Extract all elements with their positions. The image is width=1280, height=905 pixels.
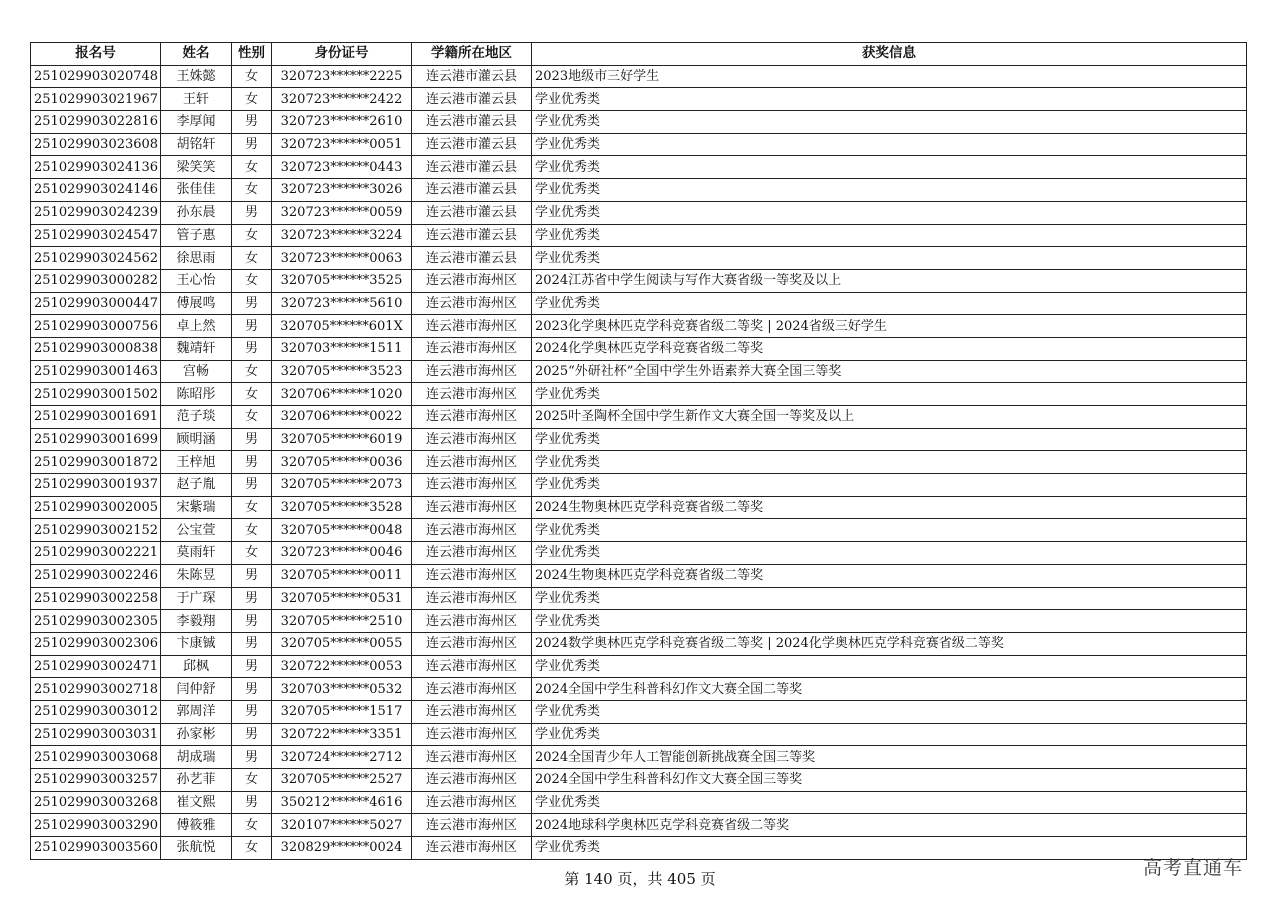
registration-no-cell: 251029903000838 bbox=[31, 337, 161, 360]
id-card-cell: 320723******2422 bbox=[272, 88, 412, 111]
award-cell: 学业优秀类 bbox=[532, 224, 1247, 247]
table-row bbox=[31, 88, 1247, 111]
id-card-cell: 320723******0063 bbox=[272, 247, 412, 270]
watermark-text: 高考直通车 bbox=[1143, 857, 1244, 879]
gender-cell: 男 bbox=[232, 746, 272, 769]
name-cell: 徐思雨 bbox=[161, 247, 232, 270]
gender-cell: 女 bbox=[232, 247, 272, 270]
region-cell: 连云港市灌云县 bbox=[412, 133, 532, 156]
table-header bbox=[31, 43, 1247, 66]
name-cell: 孙艺菲 bbox=[161, 769, 232, 792]
id-card-cell: 320705******0011 bbox=[272, 564, 412, 587]
name-cell: 梁笑笑 bbox=[161, 156, 232, 179]
region-cell: 连云港市海州区 bbox=[412, 542, 532, 565]
award-cell: 2024全国中学生科普科幻作文大赛全国二等奖 bbox=[532, 678, 1247, 701]
registration-no-cell: 251029903002152 bbox=[31, 519, 161, 542]
region-cell: 连云港市海州区 bbox=[412, 496, 532, 519]
award-cell: 2023化学奥林匹克学科竞赛省级二等奖 | 2024省级三好学生 bbox=[532, 315, 1247, 338]
name-cell: 张佳佳 bbox=[161, 179, 232, 202]
award-cell: 2024生物奥林匹克学科竞赛省级二等奖 bbox=[532, 564, 1247, 587]
header-gender: 性别 bbox=[232, 43, 272, 66]
name-cell: 公宝萱 bbox=[161, 519, 232, 542]
table-row bbox=[31, 814, 1247, 837]
table-row bbox=[31, 791, 1247, 814]
name-cell: 张航悦 bbox=[161, 837, 232, 860]
name-cell: 王轩 bbox=[161, 88, 232, 111]
name-cell: 孙家彬 bbox=[161, 723, 232, 746]
name-cell: 傅筱雅 bbox=[161, 814, 232, 837]
table-row bbox=[31, 746, 1247, 769]
gender-cell: 女 bbox=[232, 542, 272, 565]
gender-cell: 男 bbox=[232, 610, 272, 633]
registration-no-cell: 251029903000447 bbox=[31, 292, 161, 315]
region-cell: 连云港市海州区 bbox=[412, 837, 532, 860]
award-cell: 2024江苏省中学生阅读与写作大赛省级一等奖及以上 bbox=[532, 269, 1247, 292]
gender-cell: 男 bbox=[232, 292, 272, 315]
region-cell: 连云港市海州区 bbox=[412, 360, 532, 383]
id-card-cell: 320723******5610 bbox=[272, 292, 412, 315]
name-cell: 宋紫瑞 bbox=[161, 496, 232, 519]
gender-cell: 男 bbox=[232, 632, 272, 655]
region-cell: 连云港市灌云县 bbox=[412, 156, 532, 179]
name-cell: 胡成瑞 bbox=[161, 746, 232, 769]
award-cell: 学业优秀类 bbox=[532, 723, 1247, 746]
table-row bbox=[31, 65, 1247, 88]
table-row bbox=[31, 496, 1247, 519]
name-cell: 莫雨轩 bbox=[161, 542, 232, 565]
award-cell: 学业优秀类 bbox=[532, 519, 1247, 542]
gender-cell: 男 bbox=[232, 723, 272, 746]
table-row bbox=[31, 678, 1247, 701]
id-card-cell: 320703******1511 bbox=[272, 337, 412, 360]
table-row bbox=[31, 292, 1247, 315]
registration-no-cell: 251029903001937 bbox=[31, 474, 161, 497]
id-card-cell: 320724******2712 bbox=[272, 746, 412, 769]
award-cell: 2024全国中学生科普科幻作文大赛全国三等奖 bbox=[532, 769, 1247, 792]
registration-no-cell: 251029903003560 bbox=[31, 837, 161, 860]
id-card-cell: 320723******0059 bbox=[272, 201, 412, 224]
award-cell: 学业优秀类 bbox=[532, 474, 1247, 497]
gender-cell: 女 bbox=[232, 383, 272, 406]
award-cell: 学业优秀类 bbox=[532, 292, 1247, 315]
name-cell: 王姝懿 bbox=[161, 65, 232, 88]
award-cell: 学业优秀类 bbox=[532, 791, 1247, 814]
gender-cell: 男 bbox=[232, 655, 272, 678]
id-card-cell: 320705******1517 bbox=[272, 700, 412, 723]
registration-no-cell: 251029903003290 bbox=[31, 814, 161, 837]
award-cell: 学业优秀类 bbox=[532, 156, 1247, 179]
id-card-cell: 320703******0532 bbox=[272, 678, 412, 701]
registration-no-cell: 251029903021967 bbox=[31, 88, 161, 111]
header-registration-no: 报名号 bbox=[31, 43, 161, 66]
id-card-cell: 320705******2510 bbox=[272, 610, 412, 633]
id-card-cell: 320706******1020 bbox=[272, 383, 412, 406]
award-cell: 学业优秀类 bbox=[532, 837, 1247, 860]
gender-cell: 男 bbox=[232, 564, 272, 587]
name-cell: 于广琛 bbox=[161, 587, 232, 610]
registration-no-cell: 251029903002306 bbox=[31, 632, 161, 655]
table-row bbox=[31, 111, 1247, 134]
registration-no-cell: 251029903024562 bbox=[31, 247, 161, 270]
registration-no-cell: 251029903001872 bbox=[31, 451, 161, 474]
region-cell: 连云港市海州区 bbox=[412, 723, 532, 746]
region-cell: 连云港市海州区 bbox=[412, 610, 532, 633]
registration-no-cell: 251029903024136 bbox=[31, 156, 161, 179]
registration-no-cell: 251029903022816 bbox=[31, 111, 161, 134]
region-cell: 连云港市海州区 bbox=[412, 814, 532, 837]
award-cell: 2025叶圣陶杯全国中学生新作文大赛全国一等奖及以上 bbox=[532, 406, 1247, 429]
gender-cell: 男 bbox=[232, 111, 272, 134]
name-cell: 闫仲舒 bbox=[161, 678, 232, 701]
id-card-cell: 320705******0531 bbox=[272, 587, 412, 610]
gender-cell: 女 bbox=[232, 496, 272, 519]
gender-cell: 女 bbox=[232, 360, 272, 383]
name-cell: 王梓旭 bbox=[161, 451, 232, 474]
gender-cell: 男 bbox=[232, 428, 272, 451]
page-number: 第 140 页，共 405 页 bbox=[564, 870, 716, 888]
award-cell: 2024化学奥林匹克学科竞赛省级二等奖 bbox=[532, 337, 1247, 360]
region-cell: 连云港市海州区 bbox=[412, 383, 532, 406]
gender-cell: 男 bbox=[232, 700, 272, 723]
id-card-cell: 320722******0053 bbox=[272, 655, 412, 678]
id-card-cell: 320705******0048 bbox=[272, 519, 412, 542]
region-cell: 连云港市海州区 bbox=[412, 632, 532, 655]
registration-no-cell: 251029903002471 bbox=[31, 655, 161, 678]
table-body bbox=[31, 65, 1247, 859]
gender-cell: 女 bbox=[232, 814, 272, 837]
award-cell: 学业优秀类 bbox=[532, 383, 1247, 406]
region-cell: 连云港市海州区 bbox=[412, 337, 532, 360]
name-cell: 顾明涵 bbox=[161, 428, 232, 451]
region-cell: 连云港市海州区 bbox=[412, 292, 532, 315]
table-row bbox=[31, 133, 1247, 156]
gender-cell: 男 bbox=[232, 587, 272, 610]
table-row bbox=[31, 610, 1247, 633]
registration-no-cell: 251029903002005 bbox=[31, 496, 161, 519]
id-card-cell: 320705******3525 bbox=[272, 269, 412, 292]
gender-cell: 男 bbox=[232, 451, 272, 474]
award-cell: 2023地级市三好学生 bbox=[532, 65, 1247, 88]
region-cell: 连云港市灌云县 bbox=[412, 224, 532, 247]
name-cell: 崔文熙 bbox=[161, 791, 232, 814]
id-card-cell: 320706******0022 bbox=[272, 406, 412, 429]
table-row bbox=[31, 428, 1247, 451]
table-row bbox=[31, 315, 1247, 338]
header-award-info: 获奖信息 bbox=[532, 43, 1247, 66]
region-cell: 连云港市海州区 bbox=[412, 406, 532, 429]
registration-no-cell: 251029903002718 bbox=[31, 678, 161, 701]
name-cell: 邱枫 bbox=[161, 655, 232, 678]
id-card-cell: 320705******0036 bbox=[272, 451, 412, 474]
gender-cell: 女 bbox=[232, 769, 272, 792]
header-id-card: 身份证号 bbox=[272, 43, 412, 66]
table-row bbox=[31, 655, 1247, 678]
header-region: 学籍所在地区 bbox=[412, 43, 532, 66]
id-card-cell: 320723******0051 bbox=[272, 133, 412, 156]
gender-cell: 男 bbox=[232, 315, 272, 338]
table-row bbox=[31, 587, 1247, 610]
table-row bbox=[31, 406, 1247, 429]
award-cell: 学业优秀类 bbox=[532, 610, 1247, 633]
gender-cell: 女 bbox=[232, 406, 272, 429]
registration-no-cell: 251029903003257 bbox=[31, 769, 161, 792]
id-card-cell: 320107******5027 bbox=[272, 814, 412, 837]
id-card-cell: 320705******3528 bbox=[272, 496, 412, 519]
name-cell: 朱陈昱 bbox=[161, 564, 232, 587]
table-row bbox=[31, 700, 1247, 723]
registration-no-cell: 251029903024547 bbox=[31, 224, 161, 247]
id-card-cell: 320829******0024 bbox=[272, 837, 412, 860]
region-cell: 连云港市海州区 bbox=[412, 315, 532, 338]
award-cell: 学业优秀类 bbox=[532, 655, 1247, 678]
gender-cell: 女 bbox=[232, 88, 272, 111]
gender-cell: 男 bbox=[232, 791, 272, 814]
registration-no-cell: 251029903020748 bbox=[31, 65, 161, 88]
registration-no-cell: 251029903001502 bbox=[31, 383, 161, 406]
id-card-cell: 320723******0046 bbox=[272, 542, 412, 565]
id-card-cell: 320705******6019 bbox=[272, 428, 412, 451]
award-cell: 学业优秀类 bbox=[532, 428, 1247, 451]
id-card-cell: 320705******3523 bbox=[272, 360, 412, 383]
registration-no-cell: 251029903023608 bbox=[31, 133, 161, 156]
name-cell: 卓上然 bbox=[161, 315, 232, 338]
table-row bbox=[31, 632, 1247, 655]
roster-table bbox=[30, 42, 1247, 860]
id-card-cell: 320723******2610 bbox=[272, 111, 412, 134]
registration-no-cell: 251029903002305 bbox=[31, 610, 161, 633]
award-cell: 2024地球科学奥林匹克学科竞赛省级二等奖 bbox=[532, 814, 1247, 837]
table-row bbox=[31, 564, 1247, 587]
registration-no-cell: 251029903024146 bbox=[31, 179, 161, 202]
name-cell: 宫畅 bbox=[161, 360, 232, 383]
region-cell: 连云港市海州区 bbox=[412, 474, 532, 497]
gender-cell: 女 bbox=[232, 179, 272, 202]
region-cell: 连云港市海州区 bbox=[412, 519, 532, 542]
registration-no-cell: 251029903003268 bbox=[31, 791, 161, 814]
table-row bbox=[31, 360, 1247, 383]
award-cell: 2024全国青少年人工智能创新挑战赛全国三等奖 bbox=[532, 746, 1247, 769]
table-row bbox=[31, 247, 1247, 270]
table-row bbox=[31, 723, 1247, 746]
name-cell: 魏靖轩 bbox=[161, 337, 232, 360]
registration-no-cell: 251029903001699 bbox=[31, 428, 161, 451]
name-cell: 孙东晨 bbox=[161, 201, 232, 224]
name-cell: 卞康铖 bbox=[161, 632, 232, 655]
region-cell: 连云港市海州区 bbox=[412, 746, 532, 769]
region-cell: 连云港市海州区 bbox=[412, 791, 532, 814]
gender-cell: 男 bbox=[232, 474, 272, 497]
name-cell: 胡铭轩 bbox=[161, 133, 232, 156]
region-cell: 连云港市灌云县 bbox=[412, 247, 532, 270]
registration-no-cell: 251029903003012 bbox=[31, 700, 161, 723]
gender-cell: 男 bbox=[232, 678, 272, 701]
table-row bbox=[31, 837, 1247, 860]
id-card-cell: 320705******0055 bbox=[272, 632, 412, 655]
table-row bbox=[31, 474, 1247, 497]
region-cell: 连云港市灌云县 bbox=[412, 88, 532, 111]
id-card-cell: 320705******601X bbox=[272, 315, 412, 338]
award-cell: 学业优秀类 bbox=[532, 179, 1247, 202]
table-row bbox=[31, 337, 1247, 360]
award-cell: 学业优秀类 bbox=[532, 88, 1247, 111]
header-row bbox=[31, 43, 1247, 66]
region-cell: 连云港市海州区 bbox=[412, 269, 532, 292]
table-row bbox=[31, 156, 1247, 179]
region-cell: 连云港市海州区 bbox=[412, 451, 532, 474]
region-cell: 连云港市海州区 bbox=[412, 769, 532, 792]
name-cell: 傅展鸣 bbox=[161, 292, 232, 315]
table-row bbox=[31, 542, 1247, 565]
award-cell: 2024数学奥林匹克学科竞赛省级二等奖 | 2024化学奥林匹克学科竞赛省级二等奖 bbox=[532, 632, 1247, 655]
award-cell: 学业优秀类 bbox=[532, 133, 1247, 156]
award-cell: 学业优秀类 bbox=[532, 451, 1247, 474]
table-row bbox=[31, 519, 1247, 542]
id-card-cell: 320723******3026 bbox=[272, 179, 412, 202]
region-cell: 连云港市海州区 bbox=[412, 655, 532, 678]
gender-cell: 男 bbox=[232, 133, 272, 156]
registration-no-cell: 251029903001463 bbox=[31, 360, 161, 383]
award-cell: 学业优秀类 bbox=[532, 111, 1247, 134]
region-cell: 连云港市灌云县 bbox=[412, 111, 532, 134]
registration-no-cell: 251029903000282 bbox=[31, 269, 161, 292]
name-cell: 李厚闻 bbox=[161, 111, 232, 134]
registration-no-cell: 251029903002258 bbox=[31, 587, 161, 610]
name-cell: 王心怡 bbox=[161, 269, 232, 292]
header-name: 姓名 bbox=[161, 43, 232, 66]
table-row bbox=[31, 179, 1247, 202]
name-cell: 赵子胤 bbox=[161, 474, 232, 497]
region-cell: 连云港市海州区 bbox=[412, 587, 532, 610]
id-card-cell: 320722******3351 bbox=[272, 723, 412, 746]
gender-cell: 女 bbox=[232, 65, 272, 88]
table-row bbox=[31, 269, 1247, 292]
id-card-cell: 320705******2527 bbox=[272, 769, 412, 792]
gender-cell: 女 bbox=[232, 519, 272, 542]
registration-no-cell: 251029903024239 bbox=[31, 201, 161, 224]
table-row bbox=[31, 451, 1247, 474]
award-cell: 2025“外研社杯”全国中学生外语素养大赛全国三等奖 bbox=[532, 360, 1247, 383]
table-row bbox=[31, 224, 1247, 247]
id-card-cell: 320705******2073 bbox=[272, 474, 412, 497]
region-cell: 连云港市灌云县 bbox=[412, 201, 532, 224]
gender-cell: 女 bbox=[232, 269, 272, 292]
name-cell: 陈昭彤 bbox=[161, 383, 232, 406]
gender-cell: 女 bbox=[232, 837, 272, 860]
id-card-cell: 320723******0443 bbox=[272, 156, 412, 179]
table-row bbox=[31, 201, 1247, 224]
award-cell: 学业优秀类 bbox=[532, 201, 1247, 224]
region-cell: 连云港市灌云县 bbox=[412, 179, 532, 202]
award-cell: 学业优秀类 bbox=[532, 700, 1247, 723]
registration-no-cell: 251029903002221 bbox=[31, 542, 161, 565]
award-cell: 学业优秀类 bbox=[532, 247, 1247, 270]
region-cell: 连云港市海州区 bbox=[412, 428, 532, 451]
gender-cell: 男 bbox=[232, 337, 272, 360]
gender-cell: 女 bbox=[232, 224, 272, 247]
registration-no-cell: 251029903000756 bbox=[31, 315, 161, 338]
region-cell: 连云港市灌云县 bbox=[412, 65, 532, 88]
gender-cell: 女 bbox=[232, 156, 272, 179]
region-cell: 连云港市海州区 bbox=[412, 564, 532, 587]
registration-no-cell: 251029903003068 bbox=[31, 746, 161, 769]
registration-no-cell: 251029903003031 bbox=[31, 723, 161, 746]
award-cell: 2024生物奥林匹克学科竞赛省级二等奖 bbox=[532, 496, 1247, 519]
region-cell: 连云港市海州区 bbox=[412, 700, 532, 723]
gender-cell: 男 bbox=[232, 201, 272, 224]
name-cell: 管子惠 bbox=[161, 224, 232, 247]
table-row bbox=[31, 383, 1247, 406]
registration-no-cell: 251029903002246 bbox=[31, 564, 161, 587]
region-cell: 连云港市海州区 bbox=[412, 678, 532, 701]
id-card-cell: 320723******3224 bbox=[272, 224, 412, 247]
registration-no-cell: 251029903001691 bbox=[31, 406, 161, 429]
id-card-cell: 350212******4616 bbox=[272, 791, 412, 814]
award-cell: 学业优秀类 bbox=[532, 542, 1247, 565]
award-cell: 学业优秀类 bbox=[532, 587, 1247, 610]
name-cell: 李毅翔 bbox=[161, 610, 232, 633]
table-row bbox=[31, 769, 1247, 792]
name-cell: 范子琰 bbox=[161, 406, 232, 429]
id-card-cell: 320723******2225 bbox=[272, 65, 412, 88]
name-cell: 郭周洋 bbox=[161, 700, 232, 723]
